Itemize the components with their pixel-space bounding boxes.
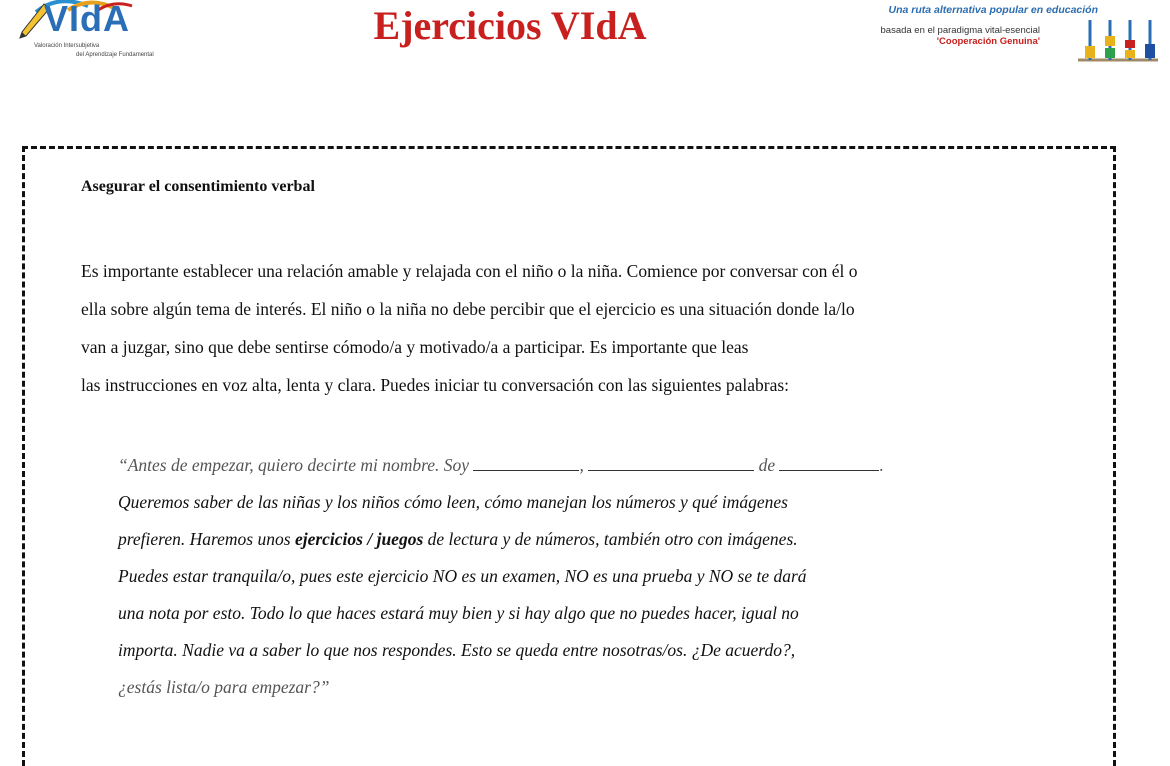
quote-line-7: ¿estás lista/o para empezar?” — [118, 677, 330, 697]
page-header — [0, 0, 1170, 72]
logo-line-3: 'Cooperación Genuina' — [936, 36, 1040, 47]
logo-tagline: Una ruta alternativa popular en educación — [888, 4, 1098, 16]
paragraph-line: van a juzgar, sino que debe sentirse cómodo/a y motivado/a a participar. Es importante que leas — [81, 337, 749, 357]
logo-line-2: basada en el paradigma vital-esencial — [880, 25, 1040, 36]
script-quote — [118, 447, 1018, 706]
paragraph-line: Es importante establecer una relación amable y relajada con el niño o la niña. Comience por conversar con él o — [81, 261, 858, 281]
logo-subtitle-2: del Aprendizaje Fundamental — [76, 52, 154, 58]
quote-line-6: importa. Nadie va a saber lo que nos respondes. Esto se queda entre nosotras/os. ¿De acuerdo?, — [118, 640, 796, 660]
section-heading: Asegurar el consentimiento verbal — [81, 178, 315, 195]
instructions-paragraph — [81, 252, 1081, 404]
page-title: Ejercicios VIdA — [373, 3, 647, 48]
cooperacion-logo — [872, 0, 1170, 70]
period: . — [879, 455, 884, 475]
comma: , — [579, 455, 584, 475]
name-blank[interactable] — [473, 454, 579, 471]
quote-line-4: Puedes estar tranquila/o, pues este ejercicio NO es un examen, NO es una prueba y NO se te dará — [118, 566, 807, 586]
logo-subtitle-1: Valoración Intersubjetiva — [34, 43, 100, 49]
quote-line-3-end: de lectura y de números, también otro con imágenes. — [423, 529, 798, 549]
quote-intro-text: “Antes de empezar, quiero decirte mi nombre. Soy — [118, 455, 470, 475]
quote-line-3 — [118, 521, 1018, 558]
vida-logo-text: VIdA — [44, 0, 131, 39]
paragraph-line: las instrucciones en voz alta, lenta y clara. Puedes iniciar tu conversación con las siguientes palabras: — [81, 375, 790, 395]
quote-line-5: una nota por esto. Todo lo que haces estará muy bien y si hay algo que no puedes hacer, igual no — [118, 603, 799, 623]
abacus-icon — [1076, 16, 1160, 64]
surname-blank[interactable] — [588, 454, 754, 471]
ejercicios-juegos-bold: ejercicios / juegos — [294, 529, 424, 549]
place-blank[interactable] — [779, 454, 879, 471]
quote-line-3-start: prefieren. Haremos unos — [118, 529, 295, 549]
quote-line-2: Queremos saber de las niñas y los niños cómo leen, cómo manejan los números y qué imágenes — [118, 492, 788, 512]
de-text: de — [758, 455, 776, 475]
quote-line-1 — [118, 447, 1018, 484]
paragraph-line: ella sobre algún tema de interés. El niño o la niña no debe percibir que el ejercicio es una situación donde la/lo — [81, 299, 855, 319]
